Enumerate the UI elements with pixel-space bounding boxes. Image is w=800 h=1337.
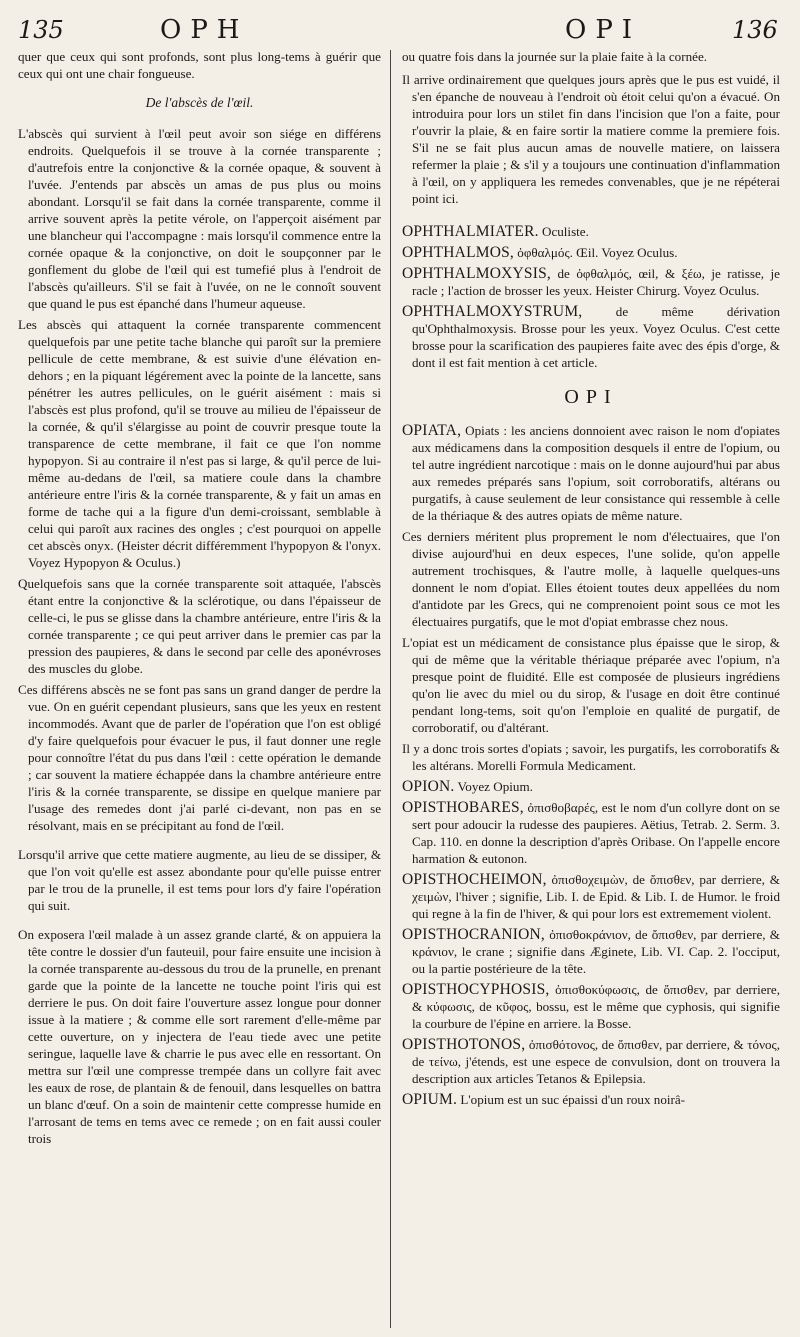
dictionary-entry [402, 1091, 780, 1108]
left-column [18, 48, 381, 1333]
entry-headword: OPISTHOBARES, [402, 799, 524, 816]
left-running-head: OPH [160, 15, 249, 45]
dictionary-entry [402, 871, 780, 922]
entry-definition: ὀπισθοβαρές, est le nom d'un collyre dont on se sert pour adoucir la rudesse des paupieres. Aëtius, Tetrab. 2. Serm. 3. Cap. 110. en donne la description d'après Oribase. On l'appelle encore harmation & eutonon. [412, 800, 780, 866]
entry-definition: Oculiste. [541, 224, 589, 239]
column-divider [390, 50, 391, 1328]
section-subtitle: De l'abscès de l'œil. [145, 95, 254, 110]
entry-definition: ὀπισθοκύφωσις, de ὄπισθεν, par derriere, & κύφωσις, de κῦφος, bossu, est le même que cyphosis, qui signifie la courbure de l'épine en arriere. la Bosse. [412, 982, 780, 1031]
entry-headword: OPION. [402, 778, 455, 795]
entry-definition: de même dérivation qu'Ophthalmoxysis. Brosse pour les yeux. Voyez Oculus. C'est cette brosse pour la scarification des paupieres faite avec des épis d'orge, & dont il est fait mention à cet article. [412, 304, 780, 370]
paragraph: Ces différens abscès ne se font pas sans un grand danger de perdre la vue. On en guérit cependant plusieurs, sans que les yeux en restent incommodés. Avant que de parler de l'opération que l'on est obligé d'y faire quelquefois pour évacuer le pus, il faut donner une regle pour connoître l'état du pus dans l'œil : cette opération le demande ; car souvent la matiere échappée dans la chambre antérieure entre l'iris & la cornée transparente, se dissipe en quelque maniere par l'usage des remedes dont j'ai parlé ci-devant, non pas en se résolvant, mais en se précipitant au fond de l'œil. [18, 682, 381, 833]
section-heading: OPI [564, 386, 618, 408]
dictionary-entry [402, 799, 780, 867]
right-running-head: OPI [565, 15, 642, 45]
paragraph: L'abscès qui survient à l'œil peut avoir son siége en différens endroits. Quelquefois il se trouve à la cornée transparente ; d'autrefois entre la conjonctive & la cornée opaque, & souvent à l'uvée. J'entends par abscès un amas de pus plus ou moins abondant. Lorsqu'il se fait dans la cornée transparente, comme il arrive souvent après la petite vérole, on l'apperçoit aisément par une blancheur qui l'accompagne : mais lorsqu'il commence entre la cornée opaque & la conjonctive, on doit le soupçonner par le gonflement du globe de l'œil qui est tumefié plus à l'endroit de l'abscès qu'ailleurs. S'il se fait à l'uvée, on ne le connoît souvent que quand le pus est épanché dans l'humeur aqueuse. [18, 126, 381, 311]
dictionary-entry [402, 265, 780, 299]
dictionary-entry [402, 1036, 780, 1087]
paragraph: Lorsqu'il arrive que cette matiere augmente, au lieu de se dissiper, & que l'on voit qu'elle est assez abondante pour qu'elle puisse entrer par le trou de la prunelle, il est tems pour lors d'y faire l'opération qui suit. [18, 847, 381, 913]
entry-definition: Voyez Opium. [457, 779, 533, 794]
right-column [402, 48, 780, 1333]
paragraph: ou quatre fois dans la journée sur la plaie faite à la cornée. [402, 49, 708, 64]
entry-headword: OPHTHALMOXYSIS, [402, 265, 551, 282]
paragraph: Il arrive ordinairement que quelques jours après que le pus est vuidé, il s'en épanche de nouveau à l'endroit où étoit celui qu'on a évacué. On introduira pour lors un stilet fin dans l'incision que l'on a faite, pour r'ouvrir la plaie, & en faire sortir la matiere comme la premiere fois. S'il ne se fait plus aucun amas de nouvelle matiere, on laissera refermer la plaie ; & s'il y a toujours une continuation d'inflammation à l'œil, on y appliquera les remedes convenables, que je ne répéterai point ici. [402, 72, 780, 206]
paragraph: Les abscès qui attaquent la cornée transparente commencent quelquefois par une petite tache blanche qui paroît sur la premiere pellicule de cette membrane, & est suivie d'une élévation en-dehors ; en la piquant légérement avec la pointe de la lancette, sans pénétrer les autres pellicules, on le guérit aisément : mais si l'abscès est plus profond, qu'il se trouve au milieu de l'épaisseur de la cornée, & qu'il s'élargisse au point de couvrir presque toute la transparence de cette membrane, il fait ce que l'on nomme hypopyon. Si au contraire il n'est pas si large, & qu'il perce de lui-même au-dedans de l'œil, sa matiere coule dans la chambre antérieure entre l'iris & la cornée transparente, & y fait un amas en forme de tache qui a la figure d'un demi-croissant, semblable à celui qui paroît aux racines des ongles ; c'est pourquoi on appelle cet abscès onyx. (Heister décrit différemment l'hypopyon & l'onyx. Voyez Hypopyon & Oculus.) [18, 317, 381, 570]
entry-headword: OPISTHOTONOS, [402, 1036, 526, 1053]
entry-definition: ὀπισθοχειμὼν, de ὄπισθεν, par derriere, & χειμὼν, l'hiver ; signifie, Lib. I. de Epid. & Lib. I. de Humor. le froid qui regne à la fin de l'hiver, & qui pour lors est extremement violent. [412, 872, 780, 921]
dictionary-entry [402, 981, 780, 1032]
entry-headword: OPISTHOCHEIMON, [402, 871, 547, 888]
dictionary-entry [402, 778, 780, 795]
left-page-number: 135 [18, 16, 64, 44]
spacer [402, 211, 780, 223]
entry-headword: OPIATA, [402, 422, 462, 439]
paragraph: quer que ceux qui sont profonds, sont plus long-tems à guérir que ceux qui ont une chair fongueuse. [18, 49, 381, 81]
dictionary-entry [402, 244, 780, 261]
paragraph: L'opiat est un médicament de consistance plus épaisse que le sirop, & qui de même que la véritable thériaque préparée avec l'opium, n'a presque point de fluidité. Elle est composée de plusieurs ingrédiens qu'on lie avec du miel ou du sirop, & l'usage en doit être continué pendant long-tems, soit qu'on l'emploie en qualité de purgatif, de corroboratif, ou d'altérant. [402, 635, 780, 735]
paragraph: Il y a donc trois sortes d'opiats ; savoir, les purgatifs, les corroboratifs & les altérans. Morelli Formula Medicament. [402, 741, 780, 773]
dictionary-entry [402, 303, 780, 371]
paragraph: Quelquefois sans que la cornée transparente soit attaquée, l'abscès étant entre la conjonctive & la sclérotique, ou dans l'épaisseur de celle-ci, le pus se glisse dans la chambre antérieure, entre l'iris & la cornée transparente ; ce qui peut arriver dans le premier cas par la pression des paupieres, & dans le second par celle des aponévroses des muscles du globe. [18, 576, 381, 676]
entry-definition: ὀπισθότονος, de ὄπισθεν, par derriere, & τόνος, de τείνω, j'étends, est une espece de convulsion, dont on trouvera la description aux articles Tetanos & Epilepsia. [412, 1037, 780, 1086]
dictionary-entry [402, 223, 780, 240]
paragraph: Ces derniers méritent plus proprement le nom d'électuaires, que l'on divise aujourd'hui en deux especes, l'une solide, qu'on appelle autrement trochisques, & l'autre molle, à laquelle quelques-uns donnent le nom d'opiat. Elles étoient toutes deux appellées du nom d'antidote par les Grecs, qui ne comprenoient point sous ce mot les électuaires purgatifs, que le mot d'opiat embrasse chez nous. [402, 529, 780, 629]
page-header [0, 12, 800, 48]
entry-headword: OPHTHALMOXYSTRUM, [402, 303, 583, 320]
right-page-number: 136 [732, 16, 778, 44]
entry-definition: ὀπισθοκράνιον, de ὄπισθεν, par derriere, & κράνιον, le crane ; signifie dans Æginete, Lib. VI. Cap. 2. l'occiput, ou la partie postérieure de la tête. [412, 927, 780, 976]
entry-headword: OPISTHOCYPHOSIS, [402, 981, 550, 998]
entry-definition: ὀφθαλμός. Œil. Voyez Oculus. [517, 245, 678, 260]
entry-headword: OPIUM. [402, 1091, 458, 1108]
entry-headword: OPHTHALMIATER. [402, 223, 539, 240]
entry-headword: OPISTHOCRANION, [402, 926, 545, 943]
entry-definition: de ὀφθαλμός, œil, & ξέω, je ratisse, je racle ; l'action de brosser les yeux. Heister Chirurg. Voyez Oculus. [412, 266, 780, 298]
entry-headword: OPHTHALMOS, [402, 244, 515, 261]
dictionary-entry [402, 926, 780, 977]
entry-definition: L'opium est un suc épaissi d'un roux noirâ- [460, 1092, 686, 1107]
entry-definition: Opiats : les anciens donnoient avec raison le nom d'opiates aux médicamens dans la composition desquels il entre de l'opium, ou tel autre ingrédient narcotique : mais on le donne aujourd'hui par abus aux remedes préparés sans l'opium, soit corroboratifs, altérans ou purgatifs, à cause seulement de leur consistance qui ressemble à celle de la thériaque & des autres opiats de même nature. [412, 423, 780, 523]
paragraph: On exposera l'œil malade à un assez grande clarté, & on appuiera la tête contre le dossier d'un fauteuil, pour faire ensuite une incision à la cornée transparente au-dessous du trou de la prunelle, en prenant garde que la pointe de la lancette ne touche point l'iris qui est derriere le pus. On doit faire l'ouverture assez longue pour donner issue à la matiere ; & comme elle sort rarement d'elle-même par cette ouverture, on y injectera de l'eau tiede avec une petite seringue, laquelle lave & charrie le pus avec elle en ressortant. On mettra sur l'œil une compresse trempée dans un collyre fait avec les eaux de rose, de plantain & de fenouil, dans lesquelles on battra un blanc d'œuf. On a soin de maintenir cette compresse humide en l'arrosant de tems en tems avec ce remede ; on en fait aussi couler trois [18, 927, 381, 1146]
dictionary-entry [402, 422, 780, 524]
